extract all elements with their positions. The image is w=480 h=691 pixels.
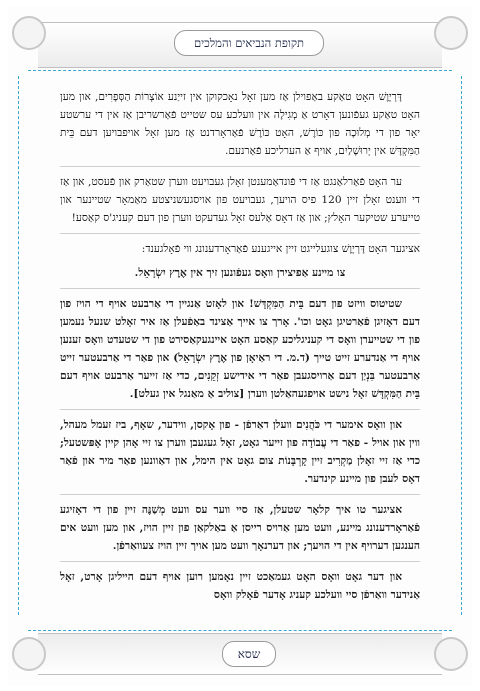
section-heading: צו מיינע אַפיצירן וואָס געפֿונען זיך אין אֶרֶץ יִשְׂרָאֵל. — [134, 267, 346, 279]
paragraph: דָּרְיָוֶשׁ האָט טאַקע באַפוילן אַז מען זאָל נאָכקוקן אין זייַנע אוֹצְרוֹת הַסְּפָרִים, און מען האָט טאַקע געפֿונען דאָרט אַ מְגִילָה אין וועלכע עס שטייט פֿאַרשריבן אַז אין די ערשטע יאָר פון די מְלוּכָה פון כּוֹרֶשׁ, האָט כּוֹרֶשׁ פֿאַראָרדנט אַז מען זאָל אויפבויען דעם בֵּית הַמִּקְדָּשׁ אין יְרוּשָׁלַיִם, אויף אַ הערליכע פֿאַרנעם. — [60, 91, 420, 157]
left-border — [18, 76, 19, 615]
paragraph: ער האָט פֿאַרלאַנגט אַז די פֿונדאַמענטן זאָלן געבויעט ווערן שטאַרק און פֿעסט, און אַז די ווענט זאָלן זיין 120 פיס הויעך, געבויעט פון אויסגעשניצטע מאַמאָר שטיינער און טייערע שטיקער האָלץ; און אַז דאָס אַלעס זאָל געדעקט ווערן פון דעם קעניג'ס קאַסע! — [60, 176, 420, 224]
divider — [60, 233, 420, 234]
running-head: תקופת הנביאים והמלכים — [174, 30, 324, 56]
intro-line: אציגער האָט דָּרְיָוֶשׁ צוגעלייגט זיין אייגענע פֿאַראָרדענונג ווי פֿאָלגענד: — [141, 243, 420, 255]
corner-ornament-top-right-icon — [434, 16, 468, 50]
divider — [60, 561, 420, 562]
quote-paragraph: אציגער טו איך קלאָר שטעלן, אַז סיי ווער עס וועט מְשַׁנֶּה זיין פון די דאָזיגע פֿאַראָרדענונג מיינע, וועט מען אַרויס רייסן אַ באַלקאַן פון זיין הויז, און מען וועט אים הענגען דערויף אין די הויעך; און דערנאָך וועט מען אויך זיין הויז צעוואַרפֿן. — [60, 504, 420, 552]
body-text — [60, 88, 420, 613]
divider — [60, 288, 420, 289]
quote-paragraph: שטיטוס וויזט פון דעם בֵּית הַמִּקְדָּשׁ! און לאָזט אַנגיין די אַרבעט אויף די הויז פון דעם דאָזיגן פֿאַרטיגן גאָט וכו'. אָרך צו אייך אַצינד באַפֿעלן אַז איר זאָלט שנעל נעמען פון די שטייערן וואָס די קעניגליכע קאַסע האָט איינגעקאַסירט פון די שטעדט וואָס זענען אויף די אַנדערע זייט טייך (ד.מ. די ראַיאָן פון אֶרֶץ יִשְׂרָאֵל) און פאַר די אַרבעטער זייט אַרבעטער בִּנְיַן דעם אַרויסגעבן פאַר די אידישע זְקֵנִים, כדי אַז זייער אַרבעט אויף דעם בֵּית הַמִּקְדָּשׁ זאָל נישט אויפגעהאַלטן ווערן [צוליב אַ מאַנגל אין געלט]. — [60, 298, 420, 400]
quote-paragraph: און דער גאָט וואָס האָט געמאַכט זיין נאָמען רוען אויף דעם הייליגן אָרט, זאָל אַנידער וואַרפֿן סיי וועלכע קעניג אָדער פֿאָלק וואָס — [60, 571, 420, 601]
corner-ornament-bottom-right-icon — [434, 637, 468, 671]
divider — [60, 409, 420, 410]
header-divider — [28, 70, 452, 71]
corner-ornament-bottom-left-icon — [12, 637, 46, 671]
quote-paragraph: און וואָס אימער די כֹּהֲנִים וועלן דאַרפֿן - פון אָקסן, ווידער, שאָף, ביז זעמל מעהל, ווין און אויל - פאַר די עֲבוֹדָה פון זייער גאָט, זאָל געגעבן ווערן צו זיי אָהן קיין אָפּשטעל; כדי אַז זיי זאָלן מַקְרִיב זיין קָרְבָּנוֹת צום גאָט אין הימל, און דאַוונען פאַר מיר און פֿאַר דאָס לעבן פון מיינע קינדער. — [60, 419, 420, 485]
right-border — [461, 76, 462, 615]
footer-divider — [28, 630, 452, 631]
divider — [60, 166, 420, 167]
page-frame — [8, 6, 472, 685]
page-number: שסא — [222, 641, 276, 667]
corner-ornament-top-left-icon — [12, 16, 46, 50]
divider — [60, 494, 420, 495]
